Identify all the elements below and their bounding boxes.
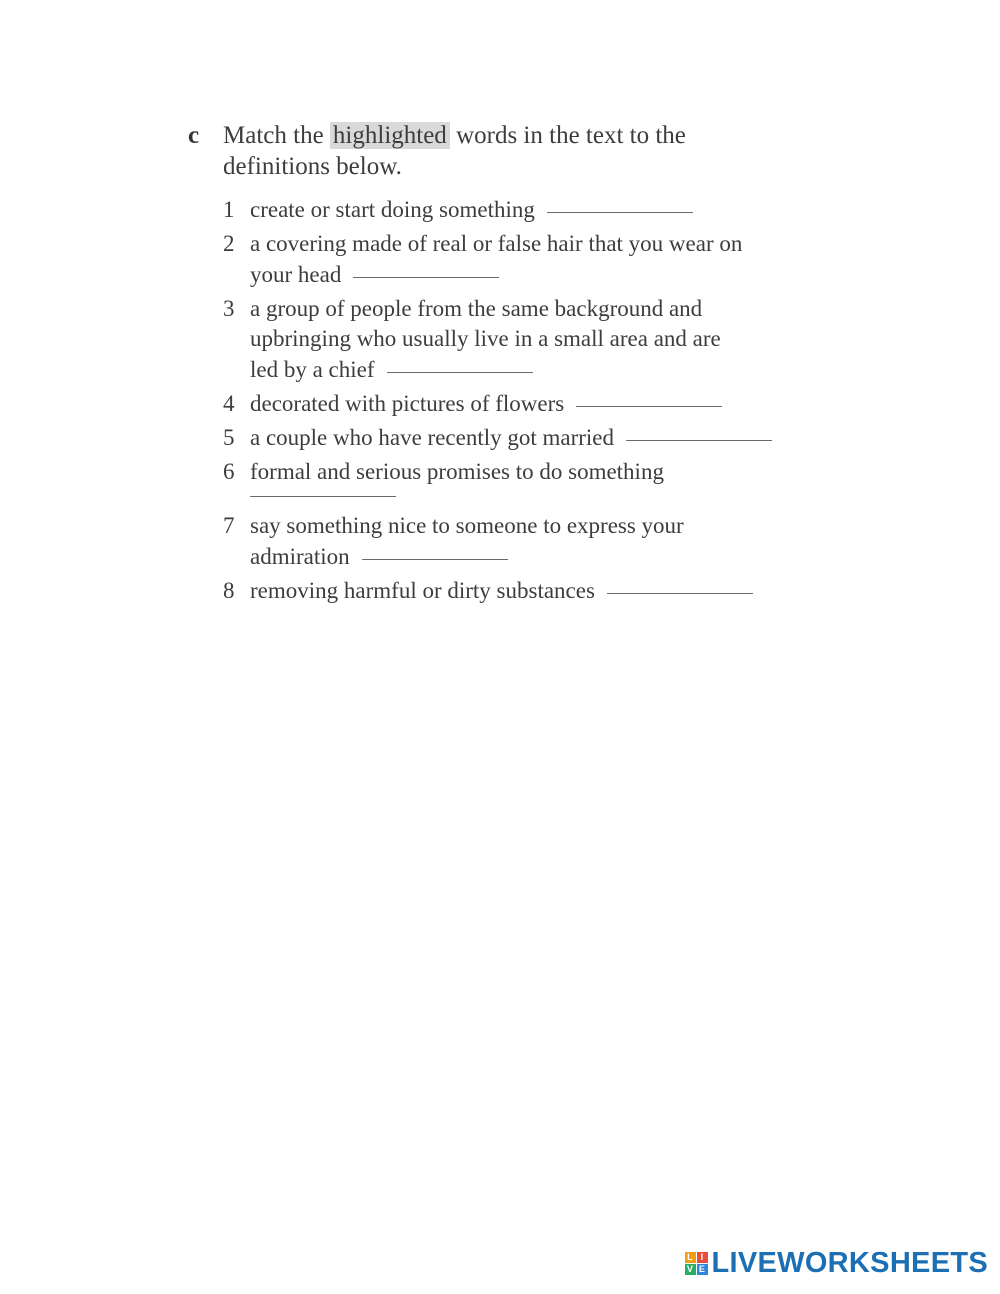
- answer-blank-2[interactable]: [353, 276, 499, 278]
- answer-blank-5[interactable]: [626, 439, 772, 441]
- exercise-instruction: [188, 120, 828, 182]
- mark-letter: I: [697, 1252, 708, 1263]
- item-number: 6: [223, 458, 235, 484]
- item-number: 5: [223, 424, 235, 450]
- item-number: 3: [223, 295, 235, 321]
- definition-item-6: [188, 457, 828, 498]
- definition-text: a covering made of real or false hair that you wear on: [250, 231, 743, 256]
- answer-blank-7[interactable]: [362, 558, 508, 560]
- answer-blank-8[interactable]: [607, 592, 753, 594]
- definition-item-4: [188, 389, 828, 420]
- liveworksheets-mark-icon: [685, 1252, 708, 1275]
- answer-blank-3[interactable]: [387, 371, 533, 373]
- mark-letter: V: [685, 1264, 696, 1275]
- answer-blank-1[interactable]: [547, 211, 693, 213]
- definition-text: formal and serious promises to do something: [250, 458, 664, 484]
- definition-item-5: [188, 423, 828, 454]
- definition-item-2: [188, 229, 828, 290]
- item-number: 8: [223, 577, 235, 603]
- instruction-text-before: Match the: [223, 122, 324, 149]
- liveworksheets-wordmark: LIVEWORKSHEETS: [711, 1247, 988, 1279]
- item-number: 2: [223, 231, 235, 256]
- liveworksheets-logo: [685, 1247, 989, 1280]
- definition-list: [188, 195, 828, 606]
- definition-text: led by a chief: [250, 356, 375, 382]
- item-number: 7: [223, 513, 235, 538]
- definition-text: upbringing who usually live in a small area and are: [250, 326, 721, 351]
- definition-item-8: [188, 576, 828, 607]
- definition-text: a group of people from the same background and: [250, 295, 703, 321]
- definition-text: admiration: [250, 543, 350, 569]
- exercise: [188, 120, 828, 610]
- exercise-letter: c: [188, 122, 200, 149]
- definition-item-1: [188, 195, 828, 226]
- answer-blank-4[interactable]: [576, 405, 722, 407]
- instruction-text-after: words in the text to the: [456, 122, 686, 149]
- instruction-highlight: highlighted: [330, 122, 450, 149]
- item-number: 4: [223, 390, 235, 416]
- definition-text: removing harmful or dirty substances: [250, 577, 595, 603]
- mark-letter: L: [685, 1252, 696, 1263]
- item-number: 1: [223, 197, 235, 222]
- definition-item-7: [188, 511, 828, 572]
- definition-text: say something nice to someone to express your: [250, 513, 684, 538]
- mark-letter: E: [697, 1264, 708, 1275]
- instruction-text-line2: definitions below.: [223, 153, 402, 180]
- answer-blank-6[interactable]: [250, 495, 396, 497]
- definition-text: decorated with pictures of flowers: [250, 390, 565, 416]
- definition-item-3: [188, 294, 828, 386]
- definition-text: a couple who have recently got married: [250, 424, 615, 450]
- definition-text: your head: [250, 261, 342, 287]
- definition-text: create or start doing something: [250, 197, 535, 222]
